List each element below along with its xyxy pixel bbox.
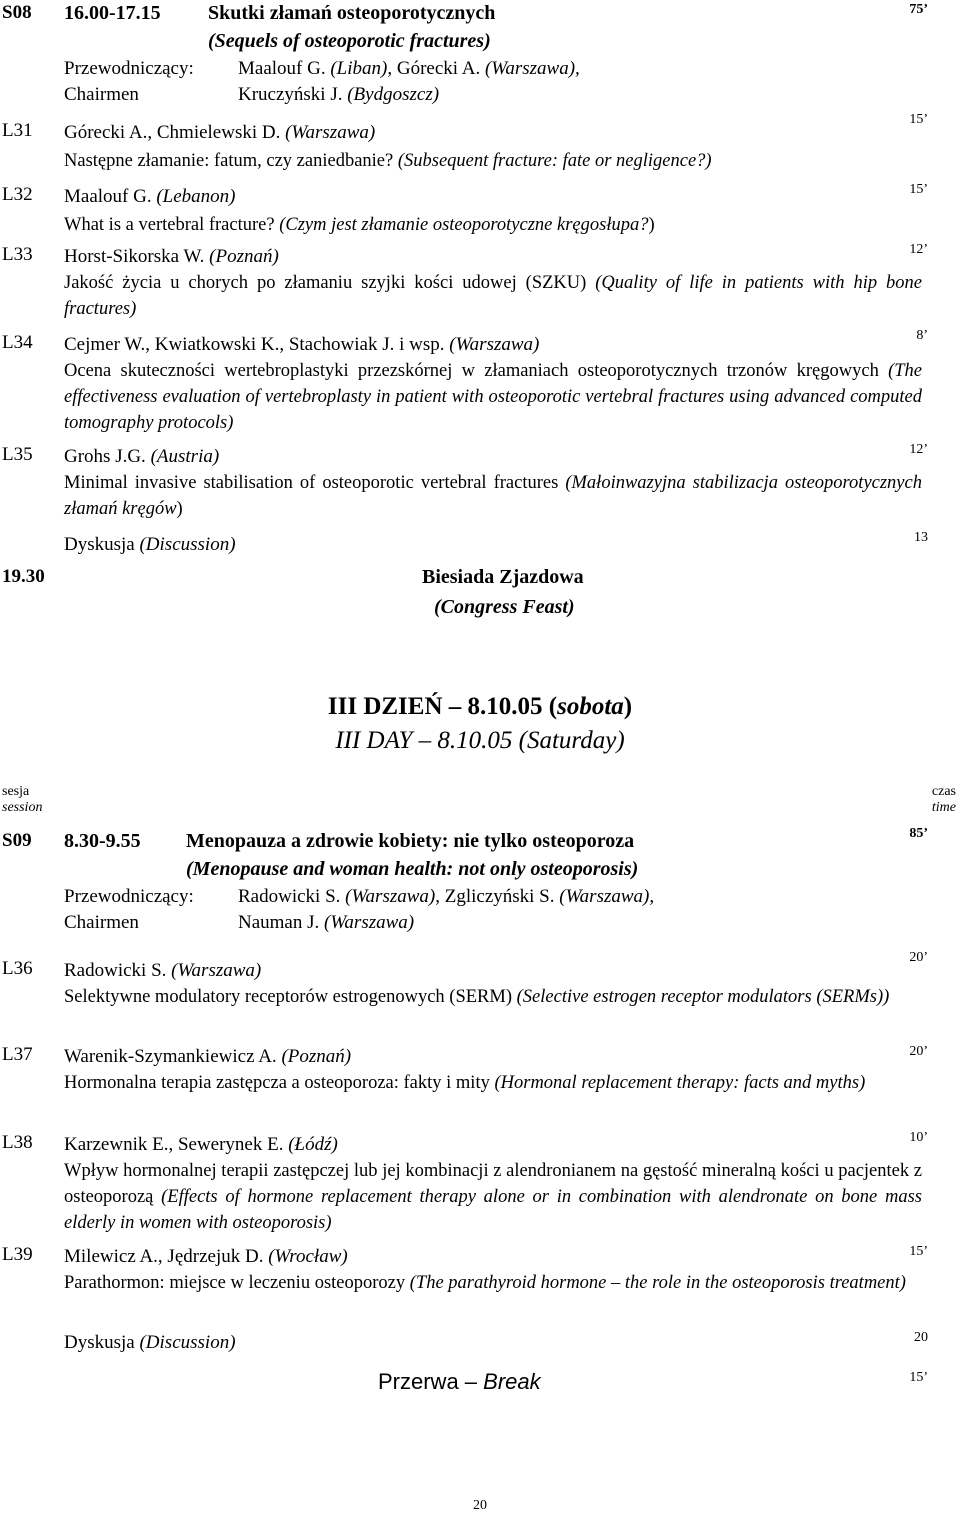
chairs-line-2: Nauman J. (Warszawa) — [238, 912, 415, 933]
lecture-title: Wpływ hormonalnej terapii zastępczej lub jej kombinacji z alendronianem na gęstość mineralną kości u pacjentek z osteoporozą (Effects of hormone replacement therapy alone or in combination with alendronate on bone mass elderly in women with osteoporosis) — [64, 1161, 922, 1233]
session-title: Skutki złamań osteoporotycznych — [208, 2, 496, 24]
lecture-duration: 10’ — [909, 1130, 928, 1145]
lecture-code: L35 — [2, 444, 33, 465]
lecture-title: Parathormon: miejsce w leczeniu osteoporozy (The parathyroid hormone – the role in the osteoporosis treatment) — [64, 1273, 906, 1293]
lecture-code: L37 — [2, 1044, 33, 1065]
lecture-duration: 20’ — [909, 1044, 928, 1059]
session-time: 16.00-17.15 — [64, 2, 161, 24]
lecture-authors: Maalouf G. (Lebanon) — [64, 186, 236, 207]
lecture-code: L31 — [2, 120, 33, 141]
session-duration: 75’ — [909, 2, 928, 17]
lecture-authors: Cejmer W., Kwiatkowski K., Stachowiak J. i wsp. (Warszawa) — [64, 334, 540, 355]
feast-title: Biesiada Zjazdowa — [422, 566, 584, 588]
discussion-duration: 13 — [914, 530, 928, 545]
discussion: Dyskusja (Discussion) — [64, 534, 236, 555]
lecture-title: Hormonalna terapia zastępcza a osteoporoza: fakty i mity (Hormonal replacement therapy: facts and myths) — [64, 1073, 866, 1093]
lecture-duration: 12’ — [909, 442, 928, 457]
lecture-authors: Horst-Sikorska W. (Poznań) — [64, 246, 279, 267]
page-number: 20 — [473, 1498, 487, 1513]
session-code: S09 — [2, 830, 32, 851]
session-time: 8.30-9.55 — [64, 830, 141, 852]
lecture-authors: Grohs J.G. (Austria) — [64, 446, 220, 467]
lecture-duration: 15’ — [909, 1244, 928, 1259]
col-session-label: sesja — [2, 784, 30, 799]
lecture-authors: Milewicz A., Jędrzejuk D. (Wrocław) — [64, 1246, 348, 1267]
chair-label: Przewodniczący: — [64, 886, 194, 907]
session-title-en: (Sequels of osteoporotic fractures) — [208, 30, 491, 52]
col-time-label-en: time — [931, 800, 956, 815]
chairs-line-2: Kruczyński J. (Bydgoszcz) — [238, 84, 440, 105]
chair-label-en: Chairmen — [64, 84, 139, 105]
lecture-title: Ocena skuteczności wertebroplastyki przezskórnej w złamaniach osteoporotycznych trzonów kręgowych (The effectiveness evaluation of vertebroplasty in patient with osteoporotic vertebral fractures using advanced computed tomography protocols) — [64, 361, 922, 433]
feast-time: 19.30 — [2, 566, 45, 587]
day-title-en: III DAY – 8.10.05 (Saturday) — [335, 727, 625, 754]
lecture-duration: 8’ — [916, 328, 928, 343]
lecture-duration: 15’ — [909, 182, 928, 197]
day-title: III DZIEŃ – 8.10.05 (sobota) — [327, 693, 633, 720]
lecture-code: L39 — [2, 1244, 33, 1265]
lecture-duration: 15’ — [909, 112, 928, 127]
lecture-authors: Karzewnik E., Sewerynek E. (Łódź) — [64, 1134, 338, 1155]
lecture-code: L34 — [2, 332, 33, 353]
lecture-code: L32 — [2, 184, 33, 205]
col-session-label-en: session — [2, 800, 43, 815]
chair-label-en: Chairmen — [64, 912, 139, 933]
session-title: Menopauza a zdrowie kobiety: nie tylko osteoporoza — [186, 830, 635, 852]
lecture-code: L38 — [2, 1132, 33, 1153]
lecture-authors: Radowicki S. (Warszawa) — [64, 960, 262, 981]
chairs-line-1: Radowicki S. (Warszawa), Zgliczyński S. (Warszawa), — [238, 886, 655, 907]
col-time-label: czas — [931, 784, 956, 799]
chairs-line-1: Maalouf G. (Liban), Górecki A. (Warszawa), — [238, 58, 580, 79]
lecture-title: Jakość życia u chorych po złamaniu szyjki kości udowej (SZKU) (Quality of life in patients with hip bone fractures) — [64, 273, 922, 319]
lecture-title: Następne złamanie: fatum, czy zaniedbanie? (Subsequent fracture: fate or negligence?) — [64, 151, 712, 171]
lecture-code: L36 — [2, 958, 33, 979]
lecture-authors: Górecki A., Chmielewski D. (Warszawa) — [64, 122, 376, 143]
lecture-duration: 20’ — [909, 950, 928, 965]
lecture-title: Minimal invasive stabilisation of osteoporotic vertebral fractures (Małoinwazyjna stabilizacja osteoporotycznych złamań kręgów) — [64, 473, 922, 519]
lecture-authors: Warenik-Szymankiewicz A. (Poznań) — [64, 1046, 352, 1067]
session-duration: 85’ — [909, 826, 928, 841]
lecture-title: What is a vertebral fracture? (Czym jest złamanie osteoporotyczne kręgosłupa?) — [64, 215, 655, 235]
feast-title-en: (Congress Feast) — [434, 596, 575, 618]
lecture-duration: 12’ — [909, 242, 928, 257]
session-title-en: (Menopause and woman health: not only osteoporosis) — [186, 858, 639, 880]
chair-label: Przewodniczący: — [64, 58, 194, 79]
session-code: S08 — [2, 2, 32, 23]
break-label: Przerwa – Break — [378, 1369, 541, 1394]
lecture-title: Selektywne modulatory receptorów estrogenowych (SERM) (Selective estrogen receptor modulators (SERMs)) — [64, 987, 890, 1007]
discussion: Dyskusja (Discussion) — [64, 1332, 236, 1353]
discussion-duration: 20 — [914, 1330, 928, 1345]
break-duration: 15’ — [909, 1370, 928, 1385]
lecture-code: L33 — [2, 244, 33, 265]
